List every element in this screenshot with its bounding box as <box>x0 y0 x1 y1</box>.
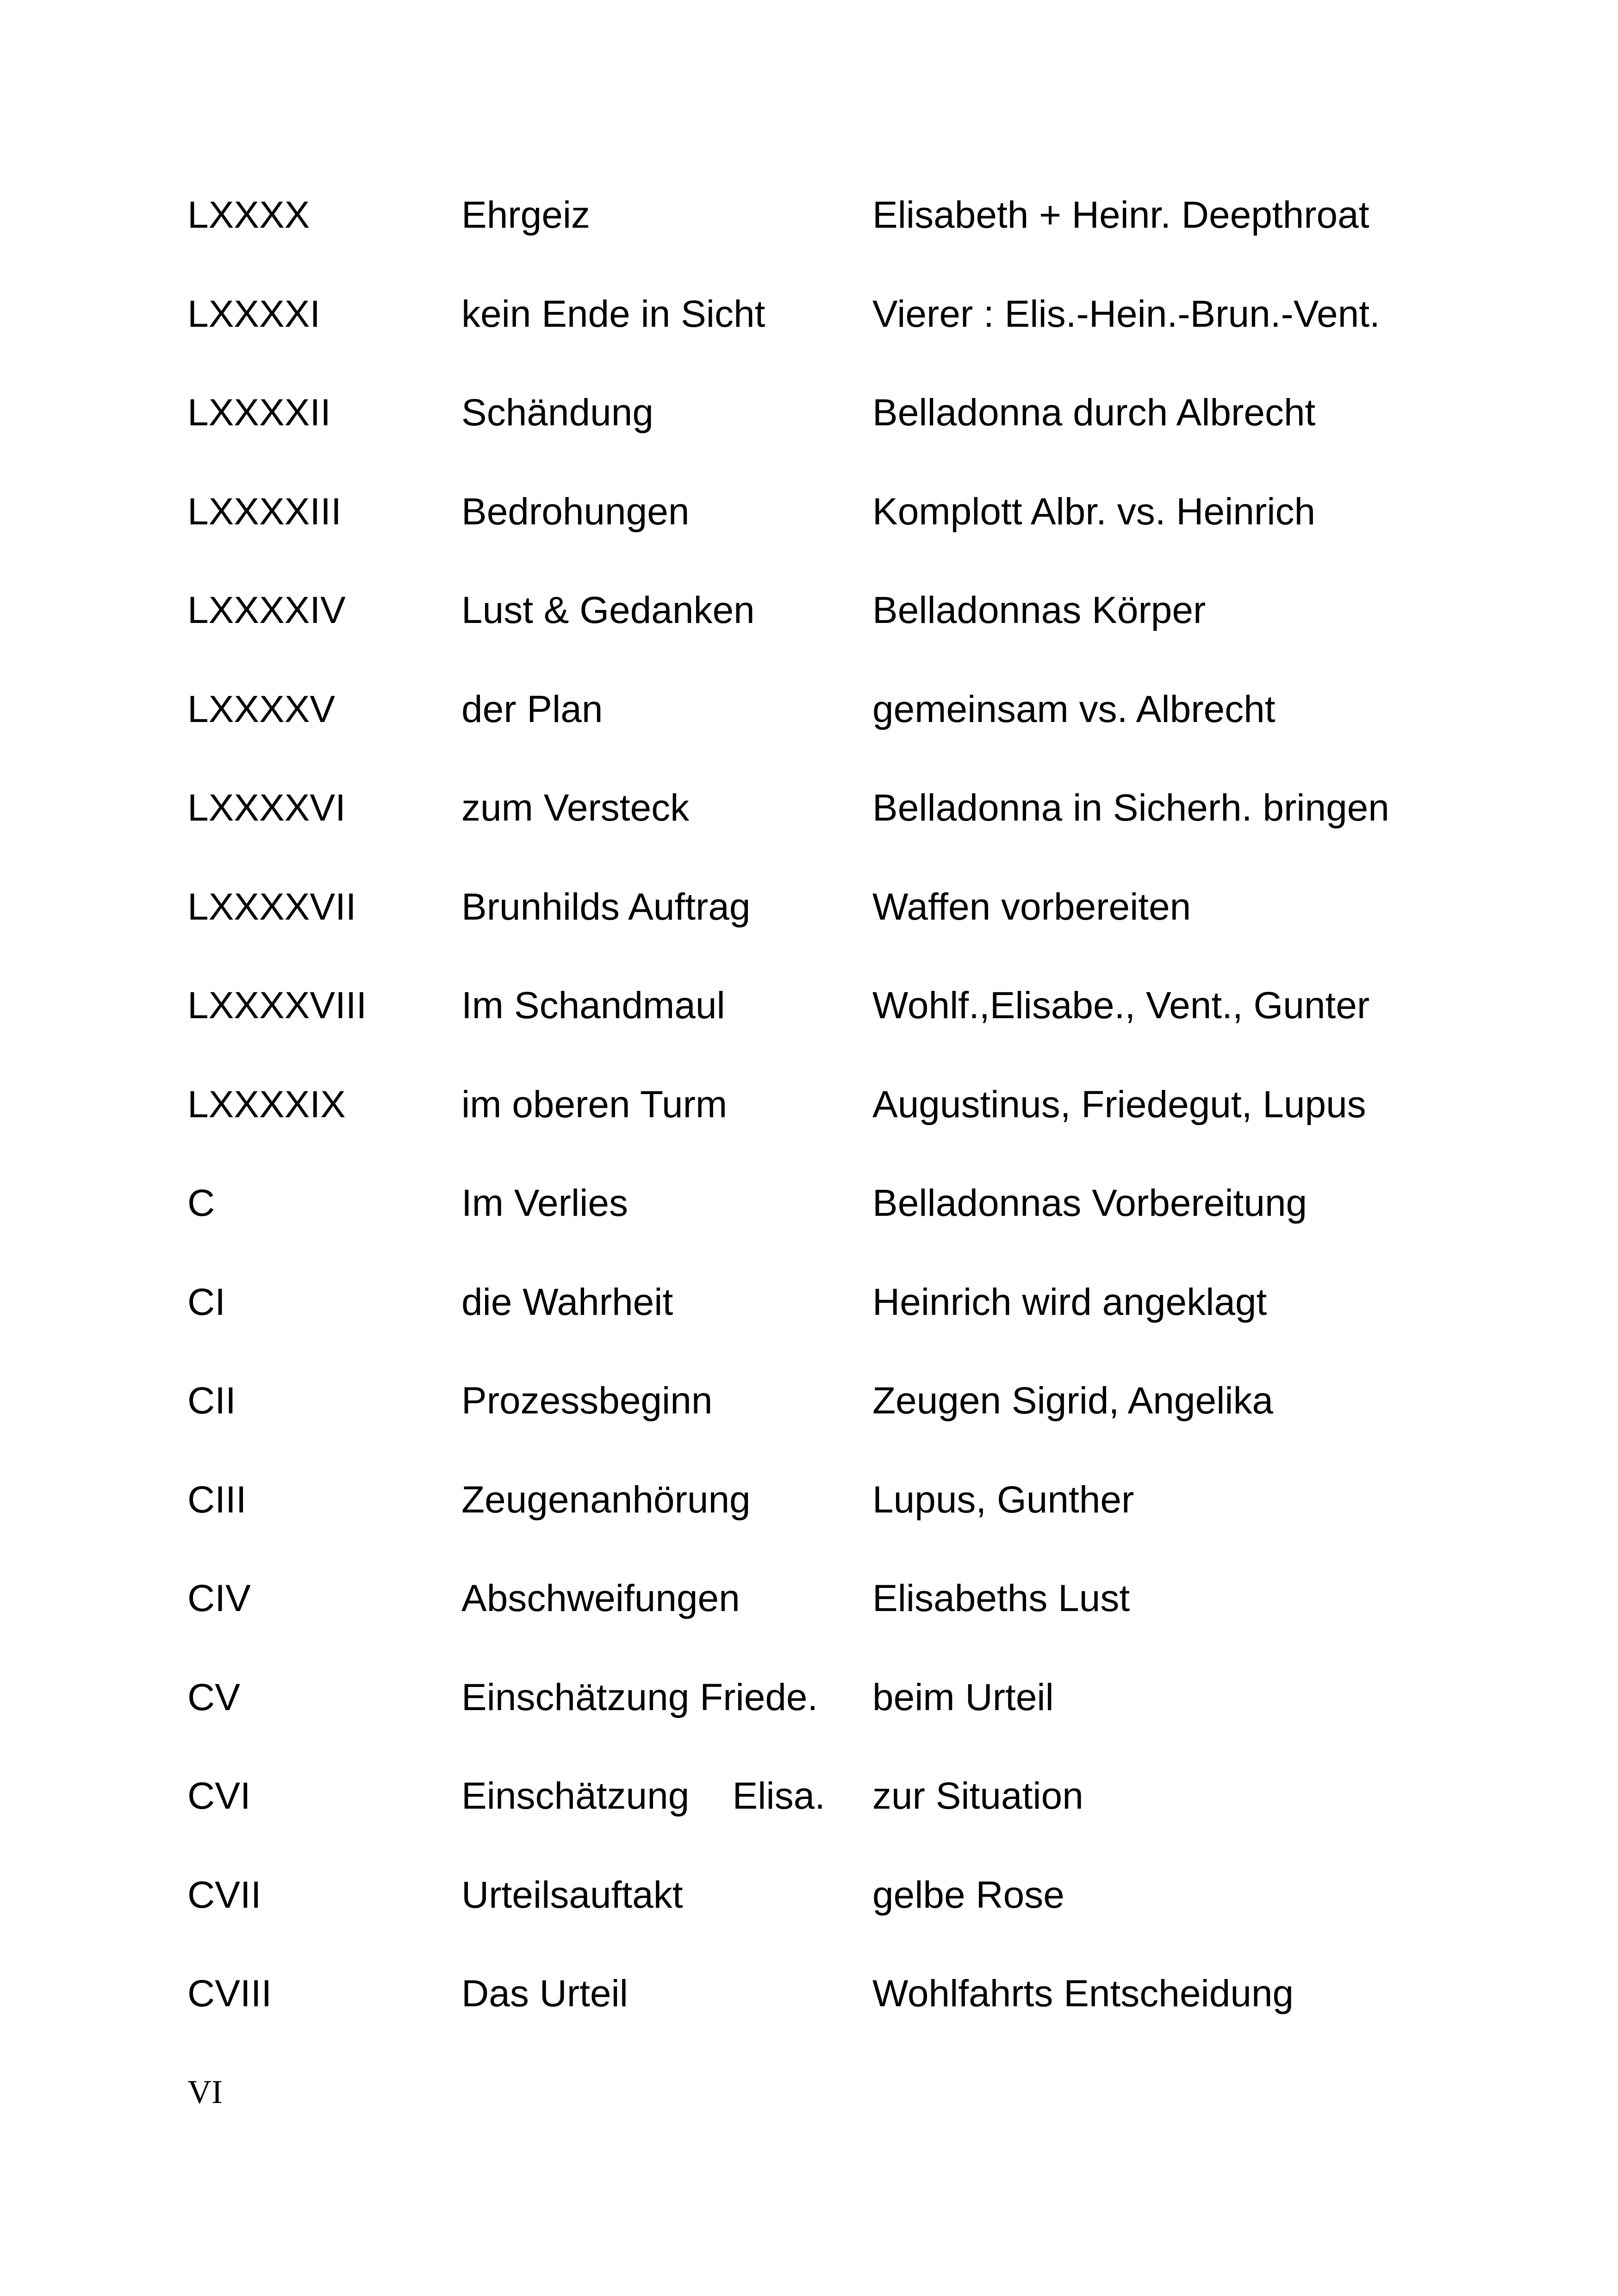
chapter-description: Belladonna durch Albrecht <box>872 392 1316 434</box>
toc-row <box>187 1959 1437 2058</box>
page-number: VI <box>187 2073 223 2110</box>
chapter-number: CVII <box>187 1873 261 1916</box>
chapter-description: Vierer : Elis.-Hein.-Brun.-Vent. <box>872 292 1380 335</box>
chapter-number: CV <box>187 1676 240 1718</box>
toc-row <box>187 1366 1437 1465</box>
toc-row <box>187 971 1437 1070</box>
chapter-title: Abschweifungen <box>461 1577 740 1619</box>
chapter-description: Belladonnas Vorbereitung <box>872 1182 1307 1224</box>
chapter-number: CVI <box>187 1775 251 1817</box>
chapter-number: C <box>187 1182 215 1224</box>
chapter-title <box>461 1761 825 1831</box>
chapter-number: LXXXX <box>187 194 310 236</box>
chapter-description: Elisabeths Lust <box>872 1577 1130 1619</box>
chapter-title: der Plan <box>461 688 603 730</box>
toc-row <box>187 280 1437 379</box>
chapter-description: Lupus, Gunther <box>872 1478 1134 1521</box>
chapter-number: LXXXXV <box>187 688 336 730</box>
toc-row <box>187 1761 1437 1860</box>
toc-row <box>187 576 1437 675</box>
chapter-title: Schändung <box>461 392 653 434</box>
chapter-description: Wohlf.,Elisabe., Vent., Gunter <box>872 984 1370 1027</box>
chapter-number: LXXXXI <box>187 292 321 335</box>
chapter-description: Waffen vorbereiten <box>872 885 1191 928</box>
chapter-description: Zeugen Sigrid, Angelika <box>872 1380 1274 1422</box>
chapter-description: gemeinsam vs. Albrecht <box>872 688 1276 730</box>
chapter-title: zum Versteck <box>461 787 690 829</box>
toc-row <box>187 180 1437 280</box>
chapter-description: Belladonna in Sicherh. bringen <box>872 787 1389 829</box>
chapter-title: Im Schandmaul <box>461 984 725 1027</box>
chapter-title-part: Elisa. <box>732 1775 825 1817</box>
chapter-number: LXXXXVII <box>187 885 356 928</box>
chapter-title: Brunhilds Auftrag <box>461 885 751 928</box>
toc-row <box>187 378 1437 477</box>
toc-row <box>187 1860 1437 1960</box>
toc-row <box>187 1564 1437 1663</box>
chapter-number: LXXXXIV <box>187 589 346 631</box>
chapter-description: Augustinus, Friedegut, Lupus <box>872 1083 1366 1126</box>
toc-row <box>187 872 1437 971</box>
toc-row <box>187 675 1437 774</box>
toc-row <box>187 1465 1437 1564</box>
chapter-number: LXXXXVI <box>187 787 346 829</box>
chapter-description: Wohlfahrts Entscheidung <box>872 1972 1294 2015</box>
chapter-number: CI <box>187 1281 225 1323</box>
toc-row <box>187 773 1437 872</box>
chapter-number: CIII <box>187 1478 247 1521</box>
chapter-number: LXXXXVIII <box>187 984 367 1027</box>
chapter-description: Komplott Albr. vs. Heinrich <box>872 490 1316 533</box>
chapter-title: im oberen Turm <box>461 1083 728 1126</box>
toc-row <box>187 1663 1437 1762</box>
chapter-title: Das Urteil <box>461 1972 628 2015</box>
chapter-description: gelbe Rose <box>872 1873 1064 1916</box>
chapter-number: CII <box>187 1380 236 1422</box>
chapter-title: Ehrgeiz <box>461 194 591 236</box>
chapter-title: Zeugenanhörung <box>461 1478 751 1521</box>
chapter-title: Prozessbeginn <box>461 1380 713 1422</box>
chapter-number: LXXXXII <box>187 392 331 434</box>
toc-row <box>187 1070 1437 1169</box>
toc-row <box>187 1268 1437 1367</box>
chapter-number: LXXXXIX <box>187 1083 346 1126</box>
toc-row <box>187 1169 1437 1268</box>
table-of-contents <box>187 180 1437 2058</box>
chapter-title: Urteilsauftakt <box>461 1873 683 1916</box>
chapter-number: CVIII <box>187 1972 272 2015</box>
chapter-title: Lust & Gedanken <box>461 589 755 631</box>
chapter-description: zur Situation <box>872 1775 1083 1817</box>
chapter-title: Im Verlies <box>461 1182 628 1224</box>
chapter-number: LXXXXIII <box>187 490 342 533</box>
chapter-description: Belladonnas Körper <box>872 589 1206 631</box>
chapter-title: Bedrohungen <box>461 490 690 533</box>
toc-row <box>187 477 1437 576</box>
chapter-description: Elisabeth + Heinr. Deepthroat <box>872 194 1369 236</box>
chapter-title: die Wahrheit <box>461 1281 673 1323</box>
chapter-title: Einschätzung Friede. <box>461 1676 818 1718</box>
chapter-title-part: Einschätzung <box>461 1775 690 1817</box>
chapter-number: CIV <box>187 1577 251 1619</box>
chapter-description: Heinrich wird angeklagt <box>872 1281 1267 1323</box>
chapter-title: kein Ende in Sicht <box>461 292 765 335</box>
chapter-description: beim Urteil <box>872 1676 1054 1718</box>
